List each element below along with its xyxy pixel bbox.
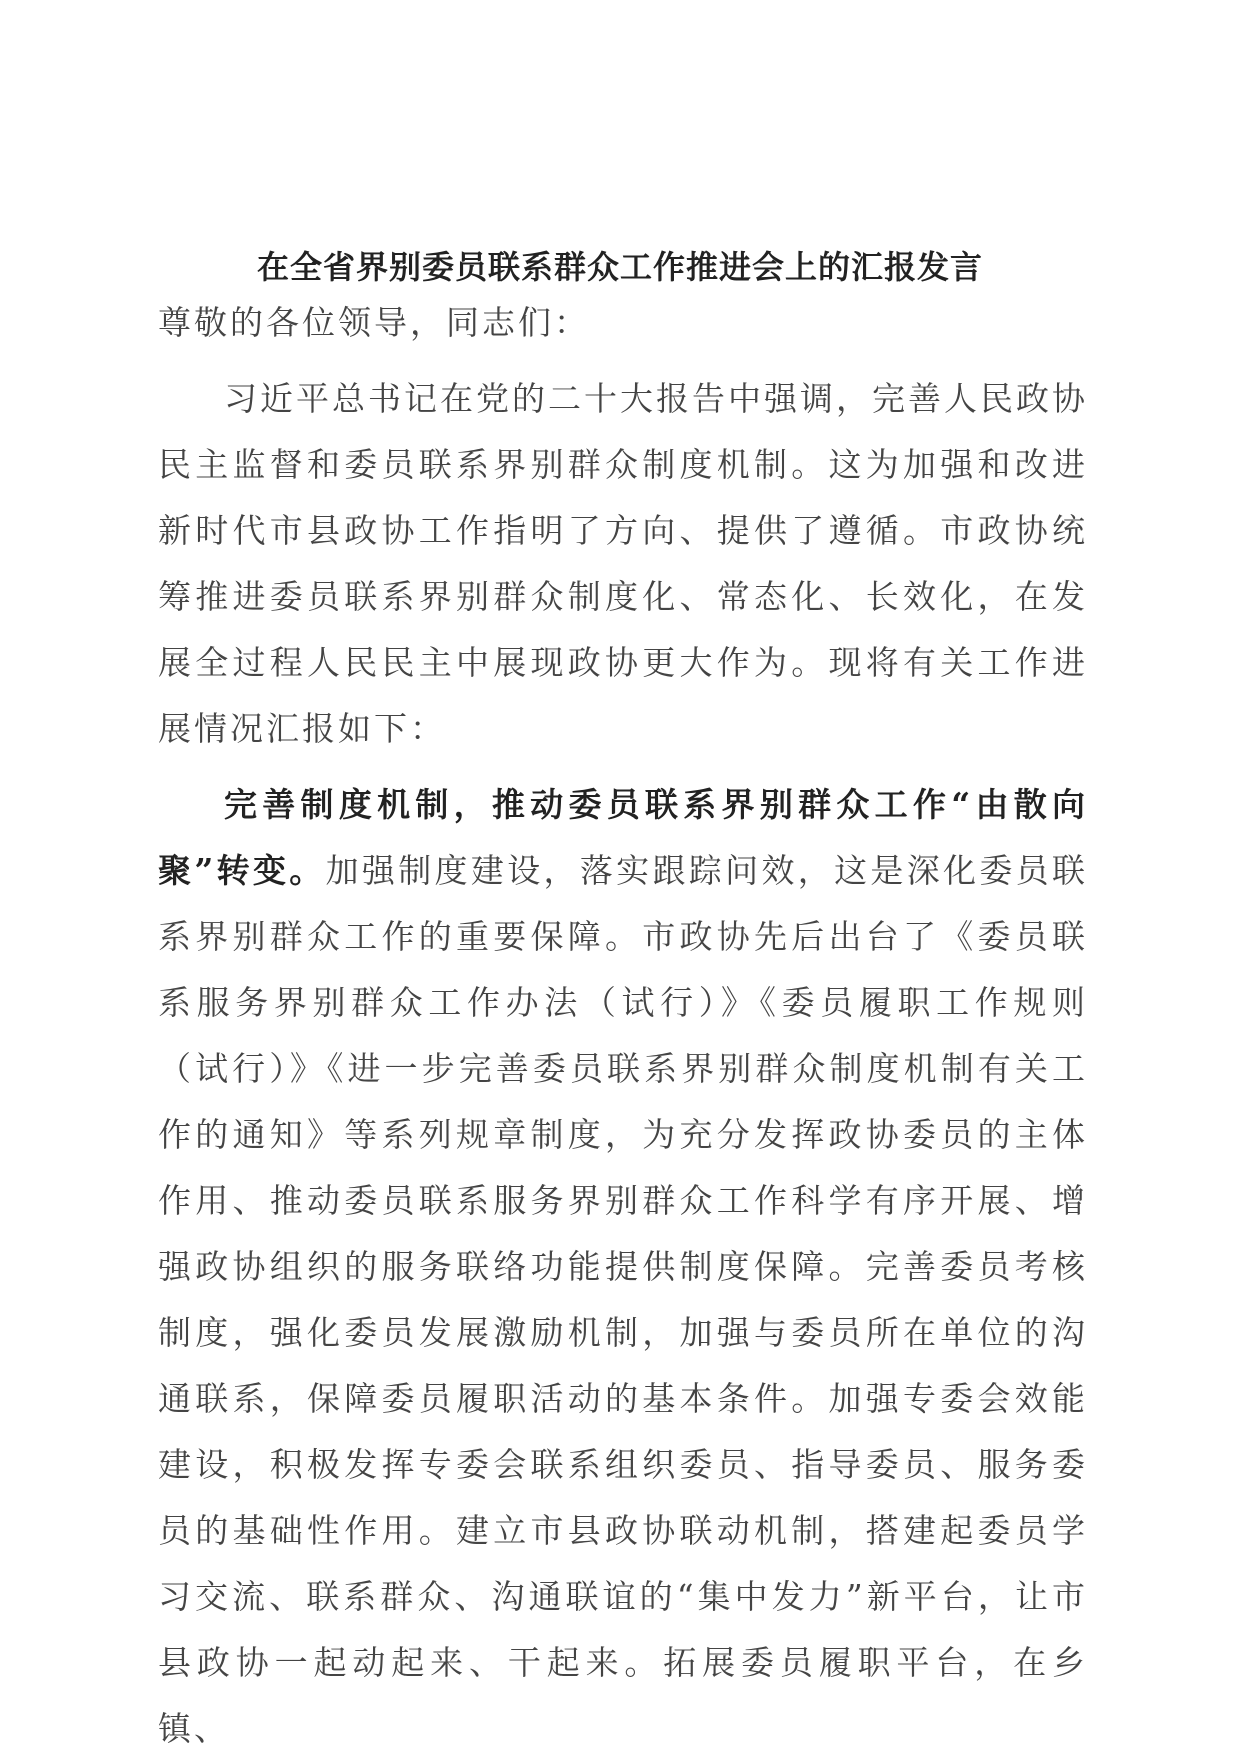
section-heading: 完善制度机制，推动委员联系界别群众工作“由散向聚”转变。: [158, 785, 1088, 890]
document-body: [158, 290, 1088, 1754]
paragraph-text: 加强制度建设，落实跟踪问效，这是深化委员联系界别群众工作的重要保障。市政协先后出台了《委员联系服务界别群众工作办法（试行）》《委员履职工作规则（试行）》《进一步完善委员联系界别群众制度机制有关工作的通知》等系列规章制度，为充分发挥政协委员的主体作用、推动委员联系服务界别群众工作科学有序开展、增强政协组织的服务联络功能提供制度保障。完善委员考核制度，强化委员发展激励机制，加强与委员所在单位的沟通联系，保障委员履职活动的基本条件。加强专委会效能建设，积极发挥专委会联系组织委员、指导委员、服务委员的基础性作用。建立市县政协联动机制，搭建起委员学习交流、联系群众、沟通联谊的“集中发力”新平台，让市县政协一起动起来、干起来。拓展委员履职平台，在乡镇、: [158, 851, 1089, 1748]
paragraph-text: 习近平总书记在党的二十大报告中强调，完善人民政协民主监督和委员联系界别群众制度机制。这为加强和改进新时代市县政协工作指明了方向、提供了遵循。市政协统筹推进委员联系界别群众制度化、常态化、长效化，在发展全过程人民民主中展现政协更大作为。现将有关工作进展情况汇报如下：: [158, 379, 1088, 748]
salutation: 尊敬的各位领导，同志们：: [158, 303, 590, 342]
paragraph-intro: [158, 366, 1088, 762]
paragraph-section-1: [158, 772, 1088, 1754]
document-title: 在全省界别委员联系群众工作推进会上的汇报发言: [256, 248, 983, 287]
